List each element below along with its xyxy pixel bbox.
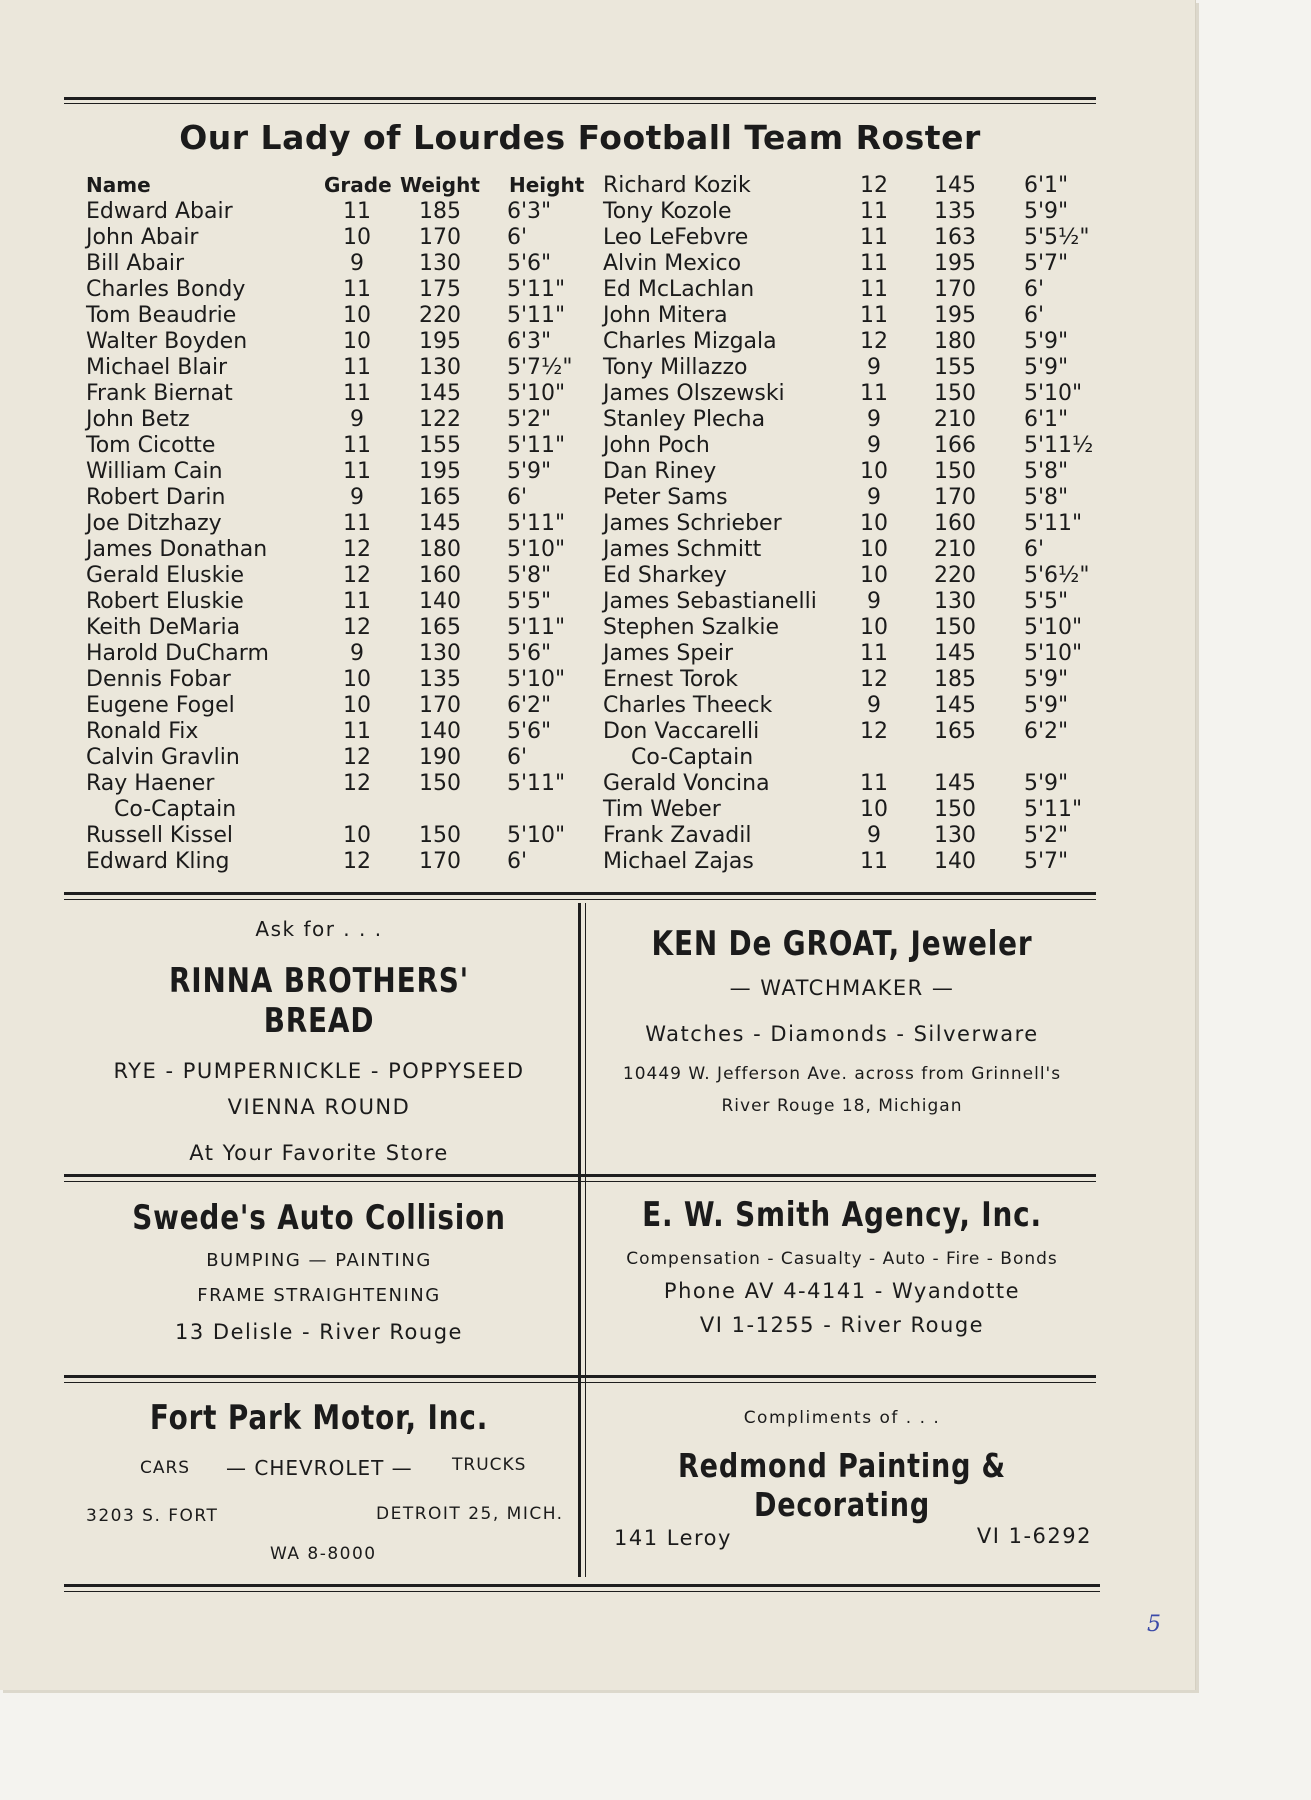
right-name-cell — [603, 745, 843, 771]
left-grade-cell: 11 — [343, 433, 371, 458]
header-name: Name — [86, 173, 151, 197]
left-height-cell: 5'10" — [507, 537, 566, 562]
header-grade: Grade — [324, 173, 392, 197]
right-name-cell: James Sebastianelli — [603, 589, 817, 614]
left-height-cell: 5'10" — [507, 381, 566, 406]
left-grade-cell: 10 — [343, 667, 371, 692]
right-name-cell: Alvin Mexico — [603, 251, 742, 276]
right-height-cell: 5'11½ — [1024, 433, 1094, 458]
right-grade-cell: 11 — [860, 199, 888, 224]
rinna-line2: VIENNA ROUND — [227, 1095, 411, 1119]
left-height-cell: 5'11" — [507, 277, 566, 302]
right-name-column — [603, 173, 843, 875]
left-weight-cell: 130 — [419, 641, 461, 666]
roster-bottom-rule — [64, 892, 1096, 895]
left-grade-cell: 12 — [343, 537, 371, 562]
right-grade-cell: 11 — [860, 277, 888, 302]
left-height-cell: 5'6" — [507, 719, 552, 744]
right-name-cell: Ernest Torok — [603, 667, 739, 692]
fortpark-phone: WA 8-8000 — [270, 1544, 377, 1564]
left-height-cell: 6' — [507, 745, 528, 770]
left-name-cell: William Cain — [86, 459, 223, 484]
smith-ad — [592, 1195, 1092, 1337]
left-weight-cell: 220 — [419, 303, 461, 328]
right-name-cell: Gerald Voncina — [603, 771, 770, 796]
left-name-cell: Robert Darin — [86, 485, 226, 510]
left-grade-cell: 12 — [343, 849, 371, 874]
left-weight-cell: 150 — [419, 823, 461, 848]
rinna-line3: At Your Favorite Store — [189, 1141, 449, 1165]
swede-line1: BUMPING — PAINTING — [206, 1250, 432, 1271]
fortpark-city: DETROIT 25, MICH. — [376, 1504, 564, 1524]
right-weight-cell: 165 — [934, 719, 976, 744]
right-grade-cell: 11 — [860, 251, 888, 276]
right-weight-cell: 210 — [934, 537, 976, 562]
left-weight-column — [414, 199, 466, 875]
left-name-cell: Joe Ditzhazy — [86, 511, 222, 536]
left-weight-cell: 130 — [419, 355, 461, 380]
right-grade-cell: 9 — [867, 589, 881, 614]
right-weight-cell: 160 — [934, 511, 976, 536]
right-grade-column — [852, 173, 896, 875]
swede-ad — [64, 1198, 574, 1344]
left-height-cell: 5'11" — [507, 303, 566, 328]
rinna-title: RINNA BROTHERS' BREAD — [169, 961, 469, 1041]
right-weight-cell: 163 — [934, 225, 976, 250]
co-captain-note: Co-Captain — [631, 745, 754, 770]
right-name-cell: Stephen Szalkie — [603, 615, 779, 640]
left-weight-cell: 122 — [419, 407, 461, 432]
right-name-cell: Ed Sharkey — [603, 563, 727, 588]
right-name-cell: Michael Zajas — [603, 849, 754, 874]
right-weight-cell: 130 — [934, 589, 976, 614]
rinna-ad — [64, 917, 574, 1165]
left-grade-cell: 11 — [343, 719, 371, 744]
left-grade-cell: 9 — [350, 641, 364, 666]
left-name-column — [86, 199, 316, 875]
left-grade-cell: 12 — [343, 771, 371, 796]
right-name-cell: James Olszewski — [603, 381, 785, 406]
redmond-title: Redmond Painting & Decorating — [678, 1446, 1006, 1524]
smith-title: E. W. Smith Agency, Inc. — [642, 1195, 1042, 1235]
right-height-cell: 5'7" — [1024, 251, 1069, 276]
left-height-column — [507, 199, 587, 875]
right-grade-cell: 10 — [860, 615, 888, 640]
roster-title: Our Lady of Lourdes Football Team Roster — [179, 118, 981, 157]
fortpark-chevrolet: — CHEVROLET — — [226, 1456, 413, 1480]
left-height-cell: 6'3" — [507, 329, 552, 354]
left-weight-cell: 150 — [419, 771, 461, 796]
right-weight-cell: 150 — [934, 615, 976, 640]
rinna-line1: RYE - PUMPERNICKLE - POPPYSEED — [113, 1059, 525, 1083]
left-height-cell: 5'11" — [507, 433, 566, 458]
left-grade-cell: 12 — [343, 563, 371, 588]
left-weight-cell: 175 — [419, 277, 461, 302]
left-weight-cell: 140 — [419, 719, 461, 744]
left-weight-cell: 170 — [419, 693, 461, 718]
left-height-cell: 6' — [507, 485, 528, 510]
degroat-line1: — WATCHMAKER — — [729, 976, 955, 1000]
left-height-cell: 5'11" — [507, 615, 566, 640]
right-height-cell: 5'9" — [1024, 667, 1069, 692]
right-weight-cell: 166 — [934, 433, 976, 458]
right-name-cell: James Schrieber — [603, 511, 782, 536]
right-grade-cell: 12 — [860, 329, 888, 354]
redmond-intro: Compliments of . . . — [743, 1408, 941, 1428]
right-weight-cell: 170 — [934, 485, 976, 510]
left-grade-cell: 11 — [343, 355, 371, 380]
right-weight-cell: 210 — [934, 407, 976, 432]
right-grade-cell: 11 — [860, 381, 888, 406]
right-height-cell: 5'11" — [1024, 797, 1083, 822]
left-height-cell: 5'10" — [507, 667, 566, 692]
right-grade-cell: 9 — [867, 693, 881, 718]
left-name-cell: Edward Abair — [86, 199, 233, 224]
right-weight-cell: 145 — [934, 173, 976, 198]
left-height-cell: 5'2" — [507, 407, 552, 432]
top-rule — [64, 97, 1096, 100]
swede-title: Swede's Auto Collision — [132, 1198, 506, 1238]
left-height-cell: 5'11" — [507, 771, 566, 796]
right-weight-cell: 195 — [934, 251, 976, 276]
right-name-cell: James Schmitt — [603, 537, 762, 562]
right-grade-cell — [852, 745, 896, 771]
left-name-cell: Frank Biernat — [86, 381, 233, 406]
right-height-cell: 5'9" — [1024, 355, 1069, 380]
right-name-cell: Charles Mizgala — [603, 329, 777, 354]
right-name-cell: Leo LeFebvre — [603, 225, 749, 250]
right-grade-cell: 11 — [860, 225, 888, 250]
left-weight-cell: 165 — [419, 615, 461, 640]
right-height-cell: 6' — [1024, 277, 1045, 302]
right-height-cell: 6'2" — [1024, 719, 1069, 744]
right-grade-cell: 10 — [860, 511, 888, 536]
left-name-cell: John Abair — [86, 225, 199, 250]
fortpark-address: 3203 S. FORT — [86, 1506, 219, 1526]
right-weight-cell: 150 — [934, 797, 976, 822]
left-grade-cell: 11 — [343, 511, 371, 536]
left-name-cell: Bill Abair — [86, 251, 185, 276]
left-name-cell: Ronald Fix — [86, 719, 199, 744]
right-weight-cell: 145 — [934, 693, 976, 718]
left-grade-cell: 10 — [343, 693, 371, 718]
right-grade-cell: 11 — [860, 771, 888, 796]
left-grade-cell: 11 — [343, 589, 371, 614]
left-height-cell: 6' — [507, 849, 528, 874]
right-name-cell: Richard Kozik — [603, 173, 751, 198]
right-grade-cell: 9 — [867, 407, 881, 432]
bottom-rule-thin — [64, 1591, 1100, 1592]
right-height-cell: 5'10" — [1024, 615, 1083, 640]
degroat-line4: River Rouge 18, Michigan — [721, 1096, 963, 1116]
left-weight-cell: 140 — [419, 589, 461, 614]
right-grade-cell: 11 — [860, 303, 888, 328]
smith-line2: Phone AV 4-4141 - Wyandotte — [663, 1279, 1021, 1303]
right-grade-cell: 12 — [860, 667, 888, 692]
degroat-title: KEN De GROAT, Jeweler — [651, 924, 1033, 964]
roster-bottom-rule-thin — [64, 899, 1096, 900]
right-weight-cell: 135 — [934, 199, 976, 224]
right-name-cell: Charles Theeck — [603, 693, 773, 718]
swede-line3: 13 Delisle - River Rouge — [175, 1320, 463, 1344]
right-weight-cell: 170 — [934, 277, 976, 302]
right-grade-cell: 11 — [860, 641, 888, 666]
right-weight-cell: 150 — [934, 459, 976, 484]
left-name-cell — [86, 797, 316, 823]
right-grade-cell: 9 — [867, 823, 881, 848]
left-grade-cell: 10 — [343, 329, 371, 354]
left-name-cell: Robert Eluskie — [86, 589, 244, 614]
right-name-cell: Stanley Plecha — [603, 407, 766, 432]
ad-divider — [578, 903, 581, 1577]
right-grade-cell: 10 — [860, 537, 888, 562]
left-grade-cell: 10 — [343, 225, 371, 250]
right-weight-cell: 150 — [934, 381, 976, 406]
bottom-rule — [64, 1584, 1100, 1587]
redmond-ad — [592, 1408, 1092, 1558]
left-name-cell: Harold DuCharm — [86, 641, 269, 666]
right-weight-cell: 155 — [934, 355, 976, 380]
header-weight: Weight — [400, 173, 480, 197]
left-weight-cell: 180 — [419, 537, 461, 562]
right-weight-cell: 180 — [934, 329, 976, 354]
left-grade-cell: 10 — [343, 303, 371, 328]
left-weight-cell: 160 — [419, 563, 461, 588]
right-height-cell: 5'9" — [1024, 329, 1069, 354]
degroat-ad — [592, 924, 1092, 1116]
left-height-cell: 5'10" — [507, 823, 566, 848]
right-height-cell: 6' — [1024, 303, 1045, 328]
ad-divider-thin — [585, 903, 586, 1577]
right-height-cell: 5'8" — [1024, 459, 1069, 484]
right-grade-cell: 12 — [860, 173, 888, 198]
left-height-cell: 5'5" — [507, 589, 552, 614]
left-weight-cell: 190 — [419, 745, 461, 770]
left-weight-cell: 185 — [419, 199, 461, 224]
left-grade-cell — [334, 797, 380, 823]
right-weight-cell: 195 — [934, 303, 976, 328]
right-height-cell: 5'2" — [1024, 823, 1069, 848]
left-weight-cell: 135 — [419, 667, 461, 692]
right-name-cell: Tony Millazzo — [603, 355, 748, 380]
left-name-cell: Charles Bondy — [86, 277, 246, 302]
left-weight-cell: 145 — [419, 381, 461, 406]
left-weight-cell: 170 — [419, 849, 461, 874]
left-name-cell: Ray Haener — [86, 771, 215, 796]
fortpark-trucks: TRUCKS — [452, 1455, 527, 1475]
left-weight-cell: 145 — [419, 511, 461, 536]
left-name-cell: Eugene Fogel — [86, 693, 235, 718]
right-height-cell: 5'5" — [1024, 589, 1069, 614]
right-name-cell: Dan Riney — [603, 459, 717, 484]
left-grade-cell: 9 — [350, 251, 364, 276]
left-name-cell: Gerald Eluskie — [86, 563, 244, 588]
swede-line2: FRAME STRAIGHTENING — [197, 1285, 441, 1306]
right-height-cell: 6'1" — [1024, 407, 1069, 432]
right-weight-cell: 140 — [934, 849, 976, 874]
left-weight-cell: 170 — [419, 225, 461, 250]
right-height-cell: 5'9" — [1024, 771, 1069, 796]
right-height-cell: 5'7" — [1024, 849, 1069, 874]
left-grade-cell: 12 — [343, 745, 371, 770]
right-weight-cell: 145 — [934, 771, 976, 796]
degroat-line2: Watches - Diamonds - Silverware — [645, 1022, 1039, 1046]
left-name-cell: Walter Boyden — [86, 329, 248, 354]
right-height-cell: 5'10" — [1024, 641, 1083, 666]
right-height-cell: 5'5½" — [1024, 225, 1090, 250]
left-height-cell: 5'6" — [507, 641, 552, 666]
right-height-cell: 5'6½" — [1024, 563, 1090, 588]
right-weight-cell — [929, 745, 981, 771]
right-name-cell: Ed McLachlan — [603, 277, 755, 302]
right-height-cell: 5'9" — [1024, 693, 1069, 718]
co-captain-note: Co-Captain — [114, 797, 237, 822]
left-name-cell: Tom Beaudrie — [86, 303, 237, 328]
left-name-cell: Dennis Fobar — [86, 667, 231, 692]
right-height-cell: 5'10" — [1024, 381, 1083, 406]
right-height-cell: 5'8" — [1024, 485, 1069, 510]
left-weight-cell: 130 — [419, 251, 461, 276]
left-weight-cell: 195 — [419, 329, 461, 354]
left-height-cell: 5'8" — [507, 563, 552, 588]
left-height-cell: 6' — [507, 225, 528, 250]
left-name-cell: Keith DeMaria — [86, 615, 241, 640]
right-name-cell: James Speir — [603, 641, 734, 666]
smith-line3: VI 1-1255 - River Rouge — [699, 1313, 985, 1337]
rinna-intro: Ask for . . . — [255, 917, 383, 941]
right-name-cell: Frank Zavadil — [603, 823, 752, 848]
left-name-cell: John Betz — [86, 407, 190, 432]
right-height-cell — [1024, 745, 1104, 771]
right-grade-cell: 9 — [867, 433, 881, 458]
left-grade-cell: 10 — [343, 823, 371, 848]
left-grade-cell: 11 — [343, 199, 371, 224]
left-height-cell: 6'2" — [507, 693, 552, 718]
right-weight-column — [929, 173, 981, 875]
left-weight-cell: 155 — [419, 433, 461, 458]
fortpark-cars: CARS — [140, 1458, 191, 1478]
right-grade-cell: 9 — [867, 355, 881, 380]
top-rule-thin — [64, 103, 1096, 104]
fortpark-ad — [64, 1398, 574, 1578]
right-name-cell: John Poch — [603, 433, 710, 458]
right-height-column — [1024, 173, 1104, 875]
right-height-cell: 6' — [1024, 537, 1045, 562]
degroat-line3: 10449 W. Jefferson Ave. across from Grinnell's — [622, 1064, 1062, 1084]
redmond-phone: VI 1-6292 — [976, 1524, 1092, 1548]
left-grade-cell: 9 — [350, 407, 364, 432]
right-name-cell: Peter Sams — [603, 485, 728, 510]
header-height: Height — [509, 173, 585, 197]
left-height-cell — [507, 797, 587, 823]
left-grade-cell: 11 — [343, 459, 371, 484]
left-grade-cell: 11 — [343, 277, 371, 302]
right-name-cell: Don Vaccarelli — [603, 719, 760, 744]
fortpark-title: Fort Park Motor, Inc. — [149, 1398, 489, 1438]
left-height-cell: 5'9" — [507, 459, 552, 484]
right-grade-cell: 11 — [860, 849, 888, 874]
left-grade-cell: 11 — [343, 381, 371, 406]
right-weight-cell: 130 — [934, 823, 976, 848]
left-name-cell: James Donathan — [86, 537, 268, 562]
redmond-address: 141 Leroy — [614, 1526, 732, 1550]
right-grade-cell: 9 — [867, 485, 881, 510]
left-name-cell: Russell Kissel — [86, 823, 234, 848]
right-grade-cell: 10 — [860, 563, 888, 588]
right-name-cell: John Mitera — [603, 303, 728, 328]
smith-line1: Compensation - Casualty - Auto - Fire - Bonds — [626, 1249, 1058, 1269]
right-height-cell: 6'1" — [1024, 173, 1069, 198]
left-height-cell: 5'7½" — [507, 355, 573, 380]
right-weight-cell: 185 — [934, 667, 976, 692]
left-weight-cell: 165 — [419, 485, 461, 510]
left-weight-cell — [414, 797, 466, 823]
right-grade-cell: 12 — [860, 719, 888, 744]
left-height-cell: 6'3" — [507, 199, 552, 224]
left-name-cell: Calvin Gravlin — [86, 745, 240, 770]
right-name-cell: Tim Weber — [603, 797, 721, 822]
left-name-cell: Edward Kling — [86, 849, 230, 874]
right-weight-cell: 145 — [934, 641, 976, 666]
right-height-cell: 5'9" — [1024, 199, 1069, 224]
left-name-cell: Tom Cicotte — [86, 433, 216, 458]
right-name-cell: Tony Kozole — [603, 199, 732, 224]
left-name-cell: Michael Blair — [86, 355, 228, 380]
page-number: 5 — [1147, 1612, 1161, 1637]
left-grade-cell: 9 — [350, 485, 364, 510]
left-height-cell: 5'11" — [507, 511, 566, 536]
right-grade-cell: 10 — [860, 459, 888, 484]
right-weight-cell: 220 — [934, 563, 976, 588]
right-grade-cell: 10 — [860, 797, 888, 822]
left-grade-column — [334, 199, 380, 875]
left-height-cell: 5'6" — [507, 251, 552, 276]
left-grade-cell: 12 — [343, 615, 371, 640]
right-height-cell: 5'11" — [1024, 511, 1083, 536]
left-weight-cell: 195 — [419, 459, 461, 484]
